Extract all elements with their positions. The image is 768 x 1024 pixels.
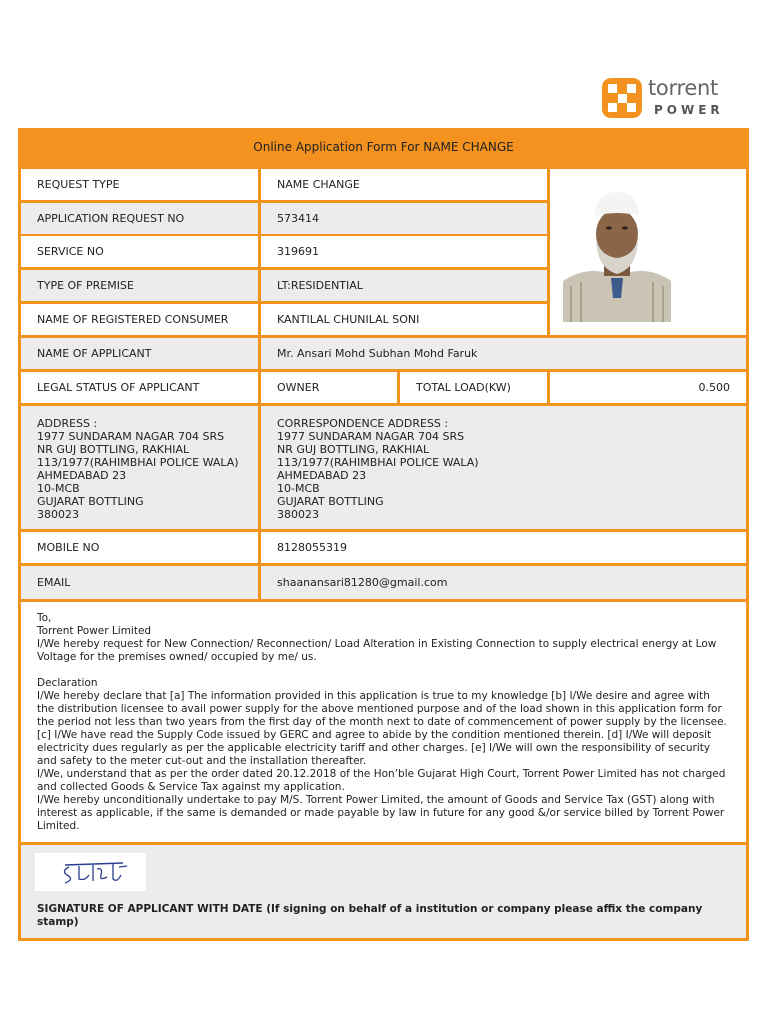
request-type-value: NAME CHANGE: [261, 169, 547, 200]
brand-sub: POWER: [654, 103, 724, 117]
correspondence-address-block: CORRESPONDENCE ADDRESS : 1977 SUNDARAM NAGAR 704 SRS NR GUJ BOTTLING, RAKHIAL 113/1977(RAHIMBHAI POLICE WALA) AHMEDABAD 23 10-MCB GUJARAT BOTTLING 380023: [261, 406, 746, 529]
signature-image: [35, 853, 146, 891]
premise-label: TYPE OF PREMISE: [21, 270, 258, 301]
signature-instruction: SIGNATURE OF APPLICANT WITH DATE (If signing on behalf of a institution or company please affix the company stamp): [37, 903, 703, 928]
consumer-value: KANTILAL CHUNILAL SONI: [261, 304, 547, 335]
torrent-power-logo: [602, 76, 742, 120]
brand-name: torrent: [648, 76, 718, 100]
email-value: shaanansari81280@gmail.com: [261, 566, 746, 599]
email-label: EMAIL: [21, 566, 258, 599]
mobile-label: MOBILE NO: [21, 532, 258, 563]
service-no-value: 319691: [261, 236, 547, 267]
mobile-value: 8128055319: [261, 532, 746, 563]
total-load-label: TOTAL LOAD(KW): [400, 372, 547, 403]
legal-status-value: OWNER: [261, 372, 397, 403]
request-type-label: REQUEST TYPE: [21, 169, 258, 200]
address-block: ADDRESS : 1977 SUNDARAM NAGAR 704 SRS NR GUJ BOTTLING, RAKHIAL 113/1977(RAHIMBHAI POLICE WALA) AHMEDABAD 23 10-MCB GUJARAT BOTTLING 380023: [21, 406, 258, 529]
applicant-photo: [563, 186, 671, 322]
application-form: [18, 128, 749, 941]
service-no-label: SERVICE NO: [21, 236, 258, 267]
torrent-logo-icon: [602, 78, 642, 118]
applicant-value: Mr. Ansari Mohd Subhan Mohd Faruk: [261, 338, 746, 369]
application-no-value: 573414: [261, 203, 547, 234]
form-title: Online Application Form For NAME CHANGE: [253, 140, 514, 154]
total-load-value: 0.500: [550, 372, 746, 403]
consumer-label: NAME OF REGISTERED CONSUMER: [21, 304, 258, 335]
application-no-label: APPLICATION REQUEST NO: [21, 203, 258, 234]
signature-section: [21, 845, 746, 938]
premise-value: LT:RESIDENTIAL: [261, 270, 547, 301]
declaration-text: To, Torrent Power Limited I/We hereby request for New Connection/ Reconnection/ Load Alteration in Existing Connection to supply electrical energy at Low Voltage for the premises owned/ occupied by me/ us. Declaration I/We hereby declare that [a] The information provided in this application is true to my knowledge [b] I/We desire and agree with the distribution licensee to avail power supply for the above mentioned purpose and of the load shown in this application form for the period not less than two years from the first day of the month next to date of commencement of power supply by the licensee. [c] I/We have read the Supply Code issued by GERC and agree to abide by the condition mentioned therein. [d] I/We will deposit electricity dues regularly as per the applicable electricity tariff and other charges. [e] I/We will own the responsibility of security and safety to the meter cut-out and the installation thereafter. I/We, understand that as per the order dated 20.12.2018 of the Hon’ble Gujarat High Court, Torrent Power Limited has not charged and collected Goods & Service Tax against my application. I/We hereby unconditionally undertake to pay M/S. Torrent Power Limited, the amount of Goods and Service Tax (GST) along with interest as applicable, if the same is demanded or made payable by law in future for any good &/or service billed by Torrent Power Limited.: [21, 602, 746, 842]
applicant-label: NAME OF APPLICANT: [21, 338, 258, 369]
legal-status-label: LEGAL STATUS OF APPLICANT: [21, 372, 258, 403]
